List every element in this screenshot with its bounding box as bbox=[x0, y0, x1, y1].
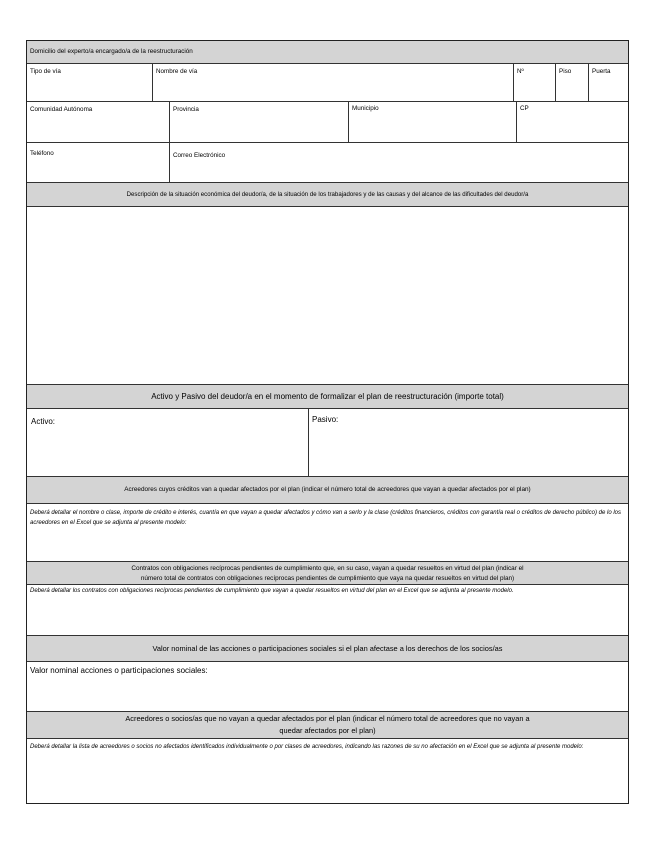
no-afectados-instructions: Deberá detallar la lista de acreedores o socios no afectados identificados individualmente o por clases de acreedores, indicando las razones de su no afectación en el Excel que se adjunta al presente modelo: bbox=[30, 744, 584, 750]
contratos-header-line2: número total de contratos con obligaciones recíprocas pendientes de cumplimiento que vaya na quedar resueltos en virtud del plan) bbox=[140, 575, 515, 582]
restructuring-form bbox=[26, 40, 629, 804]
piso-field[interactable] bbox=[555, 64, 588, 101]
contratos-header-line1: Contratos con obligaciones recíprocas pendientes de cumplimiento que, en su caso, vayan a quedar resueltos en virtud del plan (indicar el bbox=[131, 565, 524, 572]
correo-field[interactable] bbox=[169, 143, 628, 182]
acreedores-header-label: Acreedores cuyos créditos van a quedar afectados por el plan (indicar el número total de acreedores que vayan a quedar afectados por el plan) bbox=[124, 486, 531, 493]
cp-field[interactable] bbox=[516, 102, 628, 142]
address-row-2 bbox=[27, 102, 628, 143]
pasivo-label: Pasivo: bbox=[312, 415, 339, 424]
comunidad-field[interactable] bbox=[27, 102, 169, 142]
acreedores-area[interactable] bbox=[27, 504, 628, 562]
puerta-label: Puerta bbox=[592, 68, 611, 75]
valor-nominal-area[interactable] bbox=[27, 662, 628, 712]
activo-pasivo-header-label: Activo y Pasivo del deudor/a en el momento de formalizar el plan de reestructuración (importe total) bbox=[151, 392, 504, 401]
cp-label: CP bbox=[520, 105, 529, 112]
provincia-field[interactable] bbox=[169, 102, 348, 142]
nombre-via-field[interactable] bbox=[152, 64, 513, 101]
valor-nominal-header bbox=[27, 636, 628, 662]
piso-label: Piso bbox=[559, 68, 572, 75]
pasivo-field[interactable] bbox=[308, 409, 628, 476]
telefono-label: Teléfono bbox=[30, 150, 54, 157]
descripcion-header-label: Descripción de la situación económica del deudor/a, de la situación de los trabajadores y de las causas y del alcance de las dificultades del deudor/a bbox=[126, 191, 529, 198]
tipo-via-field[interactable] bbox=[27, 64, 152, 101]
activo-pasivo-header bbox=[27, 384, 628, 409]
no-afectados-header-line2: quedar afectados por el plan) bbox=[279, 726, 376, 735]
activo-field[interactable] bbox=[27, 409, 308, 476]
acreedores-header bbox=[27, 477, 628, 504]
no-afectados-area[interactable] bbox=[27, 739, 628, 803]
municipio-field[interactable] bbox=[348, 102, 516, 142]
descripcion-area[interactable] bbox=[27, 207, 628, 384]
address-row-3 bbox=[27, 143, 628, 183]
activo-label: Activo: bbox=[31, 417, 56, 426]
contratos-instructions: Deberá detallar los contratos con obligaciones recíprocas pendientes de cumplimiento que vayan a quedar resueltos en virtud del plan en el Excel que se adjunta al presente modelo. bbox=[30, 588, 514, 594]
provincia-label: Provincia bbox=[173, 106, 199, 113]
contratos-header bbox=[27, 562, 628, 585]
valor-nominal-header-label: Valor nominal de las acciones o participaciones sociales si el plan afectase a los derechos de los socios/as bbox=[152, 644, 503, 653]
activo-pasivo-row bbox=[27, 409, 628, 477]
domicilio-header bbox=[27, 41, 628, 64]
no-afectados-header-line1: Acreedores o socios/as que no vayan a quedar afectados por el plan (indicar el número total de acreedores que no vayan a bbox=[125, 714, 530, 723]
valor-nominal-label: Valor nominal acciones o participaciones sociales: bbox=[30, 666, 208, 675]
contratos-area[interactable] bbox=[27, 585, 628, 636]
tipo-via-label: Tipo de vía bbox=[30, 68, 61, 75]
telefono-field[interactable] bbox=[27, 143, 169, 182]
numero-field[interactable] bbox=[513, 64, 555, 101]
acreedores-instructions: Deberá detallar el nombre o clase, importe de crédito e interés, cuantía en que vayan a quedar afectados y cómo van a serlo y la clase (créditos financieros, créditos con garantía real o créditos de derecho público) de lo los acreedores en el Excel que se adjunta al presente modelo: bbox=[30, 510, 621, 526]
comunidad-label: Comunidad Autónoma bbox=[30, 106, 93, 113]
numero-label: Nº bbox=[517, 68, 524, 75]
address-row-1 bbox=[27, 64, 628, 102]
no-afectados-header bbox=[27, 712, 628, 739]
correo-label: Correo Electrónico bbox=[173, 152, 226, 159]
descripcion-header bbox=[27, 183, 628, 207]
domicilio-header-label: Domicilio del experto/a encargado/a de la reestructuración bbox=[30, 48, 193, 55]
nombre-via-label: Nombre de vía bbox=[156, 68, 198, 75]
municipio-label: Municipio bbox=[352, 105, 379, 112]
puerta-field[interactable] bbox=[588, 64, 628, 101]
